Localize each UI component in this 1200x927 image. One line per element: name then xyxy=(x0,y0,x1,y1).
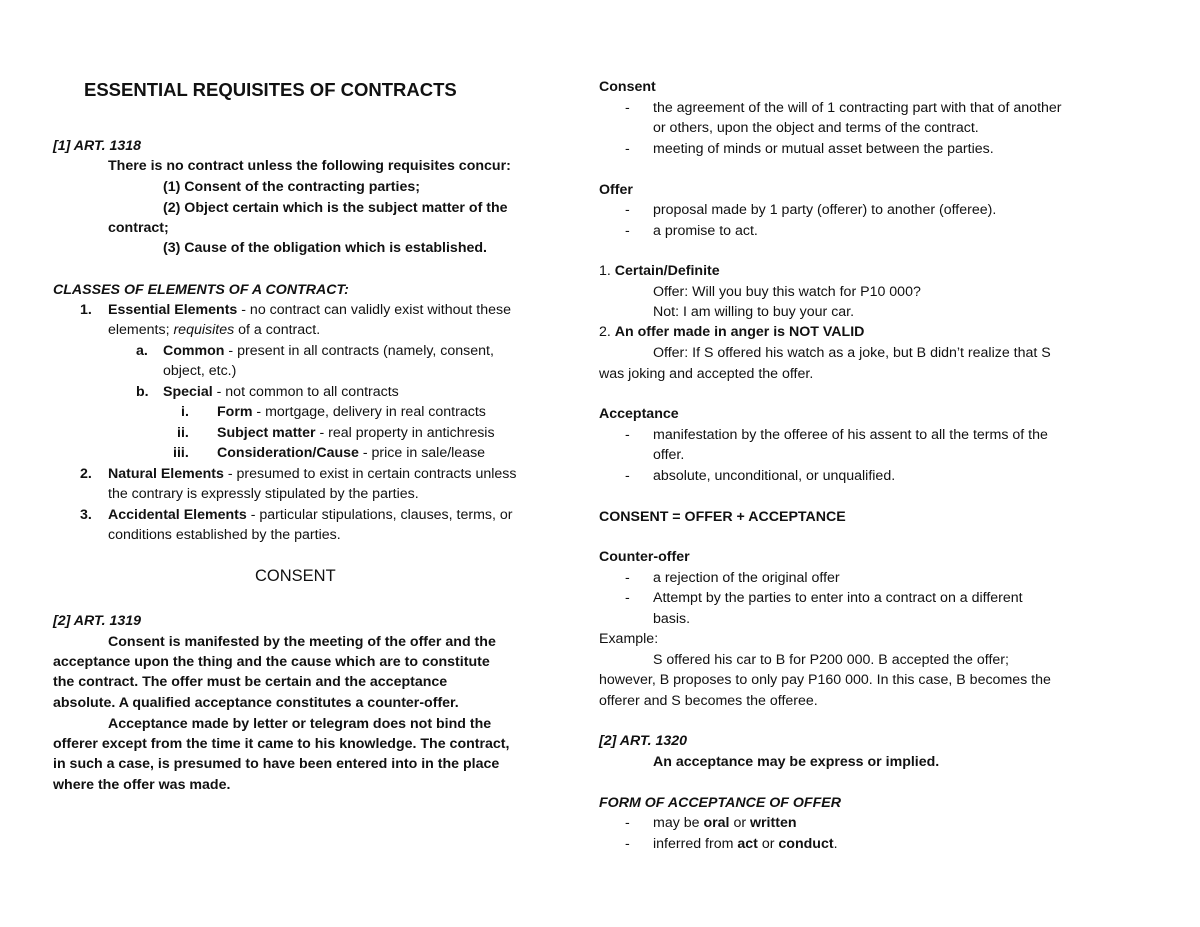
requisite-3: (3) Cause of the obligation which is established. xyxy=(163,240,487,256)
common-item-cont: object, etc.) xyxy=(163,363,237,379)
natural-elements-item: Natural Elements - presumed to exist in certain contracts unless xyxy=(108,466,517,482)
consent-definition: meeting of minds or mutual asset between the parties. xyxy=(653,141,994,157)
consent-definition: the agreement of the will of 1 contracting part with that of another xyxy=(653,100,1062,116)
offer-example-cont: was joking and accepted the offer. xyxy=(599,366,814,382)
counter-offer-definition-cont: basis. xyxy=(653,611,691,627)
list-roman: i. xyxy=(181,404,189,420)
special-item: Special - not common to all contracts xyxy=(163,384,399,400)
acceptance-definition: absolute, unconditional, or unqualified. xyxy=(653,468,896,484)
article-1319-text: offerer except from the time it came to his knowledge. The contract, xyxy=(53,736,510,752)
article-1320-text: An acceptance may be express or implied. xyxy=(653,754,940,770)
article-1320-ref: [2] ART. 1320 xyxy=(599,733,688,749)
accidental-elements-cont: conditions established by the parties. xyxy=(108,527,341,543)
counter-offer-example: S offered his car to B for P200 000. B accepted the offer; xyxy=(653,652,1009,668)
consent-heading: Consent xyxy=(599,79,656,95)
article-1319-text: Consent is manifested by the meeting of the offer and the xyxy=(108,634,496,650)
dash-bullet: - xyxy=(625,836,630,852)
natural-elements-cont: the contrary is expressly stipulated by the parties. xyxy=(108,486,419,502)
article-1319-text: acceptance upon the thing and the cause which are to constitute xyxy=(53,654,490,670)
dash-bullet: - xyxy=(625,815,630,831)
essential-elements-cont: elements; requisites of a contract. xyxy=(108,322,321,338)
document-title: ESSENTIAL REQUISITES OF CONTRACTS xyxy=(84,79,457,100)
classes-heading: CLASSES OF ELEMENTS OF A CONTRACT: xyxy=(53,282,349,298)
list-letter: b. xyxy=(136,384,149,400)
form-item: Form - mortgage, delivery in real contracts xyxy=(217,404,486,420)
dash-bullet: - xyxy=(625,590,630,606)
offer-requirement-1: 1. Certain/Definite xyxy=(599,263,720,279)
requisite-2: (2) Object certain which is the subject matter of the xyxy=(163,200,508,216)
counter-offer-definition: a rejection of the original offer xyxy=(653,570,840,586)
dash-bullet: - xyxy=(625,427,630,443)
list-number: 1. xyxy=(80,302,92,318)
article-1319-text: in such a case, is presumed to have been entered into in the place xyxy=(53,756,500,772)
article-1319-text: the contract. The offer must be certain and the acceptance xyxy=(53,674,448,690)
article-1318-intro: There is no contract unless the following requisites concur: xyxy=(108,158,511,174)
dash-bullet: - xyxy=(625,223,630,239)
list-number: 3. xyxy=(80,507,92,523)
acceptance-definition: manifestation by the offeree of his assent to all the terms of the xyxy=(653,427,1048,443)
dash-bullet: - xyxy=(625,202,630,218)
essential-elements-item: Essential Elements - no contract can validly exist without these xyxy=(108,302,511,318)
example-label: Example: xyxy=(599,631,659,647)
accidental-elements-item: Accidental Elements - particular stipulations, clauses, terms, or xyxy=(108,507,513,523)
dash-bullet: - xyxy=(625,100,630,116)
offer-example: Offer: Will you buy this watch for P10 000? xyxy=(653,284,921,300)
subject-matter-item: Subject matter - real property in antichresis xyxy=(217,425,495,441)
counter-offer-example: offerer and S becomes the offeree. xyxy=(599,693,818,709)
article-1319-text: where the offer was made. xyxy=(53,777,231,793)
list-letter: a. xyxy=(136,343,148,359)
common-item: Common - present in all contracts (namely, consent, xyxy=(163,343,494,359)
counter-offer-heading: Counter-offer xyxy=(599,549,690,565)
acceptance-heading: Acceptance xyxy=(599,406,679,422)
counter-offer-example: however, B proposes to only pay P160 000. In this case, B becomes the xyxy=(599,672,1051,688)
form-of-acceptance-heading: FORM OF ACCEPTANCE OF OFFER xyxy=(599,795,841,811)
list-number: 2. xyxy=(80,466,92,482)
consent-definition-cont: or others, upon the object and terms of the contract. xyxy=(653,120,979,136)
offer-definition: proposal made by 1 party (offerer) to another (offeree). xyxy=(653,202,997,218)
article-1319-ref: [2] ART. 1319 xyxy=(53,613,142,629)
form-oral-written: may be oral or written xyxy=(653,815,797,831)
acceptance-definition-cont: offer. xyxy=(653,447,685,463)
consent-formula: CONSENT = OFFER + ACCEPTANCE xyxy=(599,509,846,525)
dash-bullet: - xyxy=(625,570,630,586)
list-roman: ii. xyxy=(177,425,189,441)
offer-example: Offer: If S offered his watch as a joke, but B didn’t realize that S xyxy=(653,345,1051,361)
requisite-2-cont: contract; xyxy=(108,220,169,236)
consideration-item: Consideration/Cause - price in sale/lease xyxy=(217,445,486,461)
article-1318-ref: [1] ART. 1318 xyxy=(53,138,142,154)
article-1319-text: Acceptance made by letter or telegram does not bind the xyxy=(108,716,492,732)
counter-offer-definition: Attempt by the parties to enter into a contract on a different xyxy=(653,590,1023,606)
form-act-conduct: inferred from act or conduct. xyxy=(653,836,838,852)
offer-requirement-2: 2. An offer made in anger is NOT VALID xyxy=(599,324,865,340)
requisite-1: (1) Consent of the contracting parties; xyxy=(163,179,420,195)
consent-section-heading: CONSENT xyxy=(255,567,336,585)
article-1319-text: absolute. A qualified acceptance constitutes a counter-offer. xyxy=(53,695,459,711)
list-roman: iii. xyxy=(173,445,189,461)
dash-bullet: - xyxy=(625,468,630,484)
offer-definition: a promise to act. xyxy=(653,223,758,239)
offer-example: Not: I am willing to buy your car. xyxy=(653,304,855,320)
offer-heading: Offer xyxy=(599,182,633,198)
dash-bullet: - xyxy=(625,141,630,157)
